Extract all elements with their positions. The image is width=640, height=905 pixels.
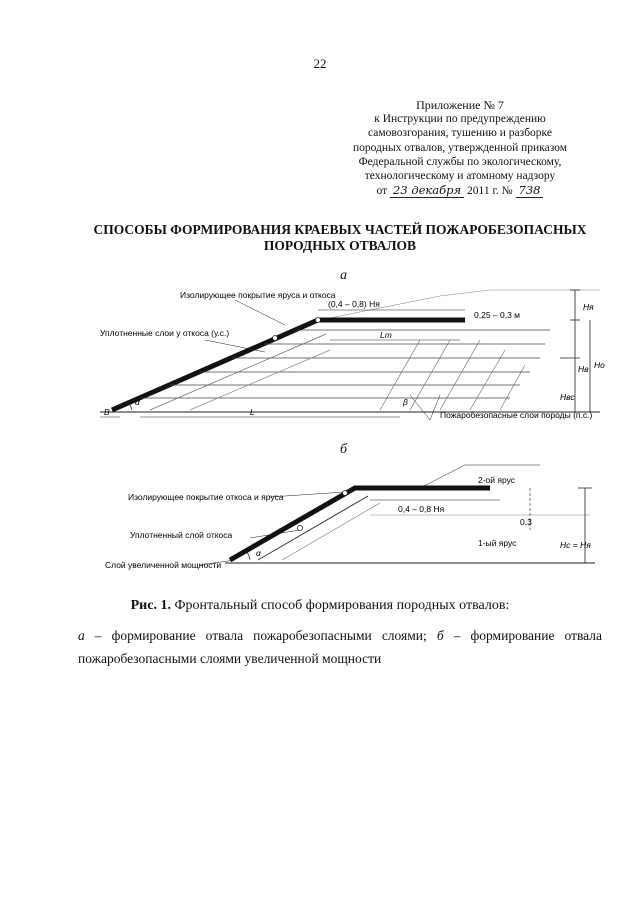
appendix-line: к Инструкции по предупреждению (374, 113, 546, 126)
label-fireproof-a: Пожаробезопасные слои породы (п.с.) (440, 410, 593, 420)
label-compacted-b: Уплотненный слой откоса (130, 530, 233, 540)
date-prefix: от (376, 185, 388, 198)
page-number: 22 (313, 56, 327, 71)
sym-alpha-b: α (256, 548, 261, 558)
desc-b-letter: б (436, 628, 444, 643)
dim-B: B (104, 407, 110, 417)
desc-a-text: – формирование отвала пожаробезопасными слоями; (94, 628, 427, 643)
figure-b-letter: б (340, 442, 348, 457)
appendix-line: Федеральной службы по экологическому, (358, 155, 562, 168)
figure-description (78, 624, 602, 670)
sym-alpha-a: α (135, 397, 140, 407)
tier-2-label: 2-ой ярус (478, 475, 516, 485)
handwritten-date: 23 декабря (390, 183, 464, 198)
dim-top-b: 0,4 – 0,8 Hя (398, 504, 445, 514)
appendix-line: технологическому и атомному надзору (364, 170, 556, 183)
appendix-title: Приложение № 7 (416, 98, 504, 112)
sym-Hvs-a: Hвс (560, 392, 575, 402)
sym-Hya-a: Hя (583, 302, 594, 312)
figure-caption (0, 598, 640, 614)
figure-a-diagram (100, 290, 600, 420)
heading-line-2: ПОРОДНЫХ ОТВАЛОВ (263, 238, 417, 253)
dim-top-a: (0,4 – 0,8) Hя (328, 299, 380, 309)
dim-layer-b: 0,3 (520, 517, 532, 527)
dim-Lt: Lт (380, 330, 392, 340)
desc-a-letter: а (78, 628, 85, 643)
dim-L: L (250, 407, 255, 417)
dim-layer-a: 0,25 – 0,3 м (474, 310, 521, 320)
label-thick-b: Слой увеличенной мощности (105, 560, 222, 570)
sym-Ho-a: Hо (594, 360, 605, 370)
appendix-line: породных отвалов, утвержденной приказом (352, 141, 568, 154)
tier-1-label: 1-ый ярус (478, 538, 517, 548)
caption-prefix: Рис. 1. (130, 598, 171, 613)
heading-line-1: СПОСОБЫ ФОРМИРОВАНИЯ КРАЕВЫХ ЧАСТЕЙ ПОЖАРОБЕЗОПАСНЫХ (93, 222, 587, 237)
sym-beta-a: β (403, 397, 408, 407)
figure-a-letter: а (340, 268, 347, 283)
handwritten-order-number: 738 (516, 183, 544, 198)
caption-text: Фронтальный способ формирования породных отвалов: (174, 598, 510, 613)
sym-height-b: Hс = Hя (560, 540, 591, 550)
desc-b-text: – формирование отвала пожаробезопасными слоями увеличенной мощности (78, 628, 603, 666)
label-cover-b: Изолирующее покрытие откоса и яруса (128, 492, 284, 502)
label-cover-a: Изолирующее покрытие яруса и откоса (180, 290, 336, 300)
sym-Hv-a: Hв (578, 364, 589, 374)
appendix-line: самовозгорания, тушению и разборке (368, 127, 552, 140)
label-compacted-a: Уплотненные слои у откоса (у.с.) (100, 328, 230, 338)
date-year: 2011 г. № (467, 185, 513, 198)
